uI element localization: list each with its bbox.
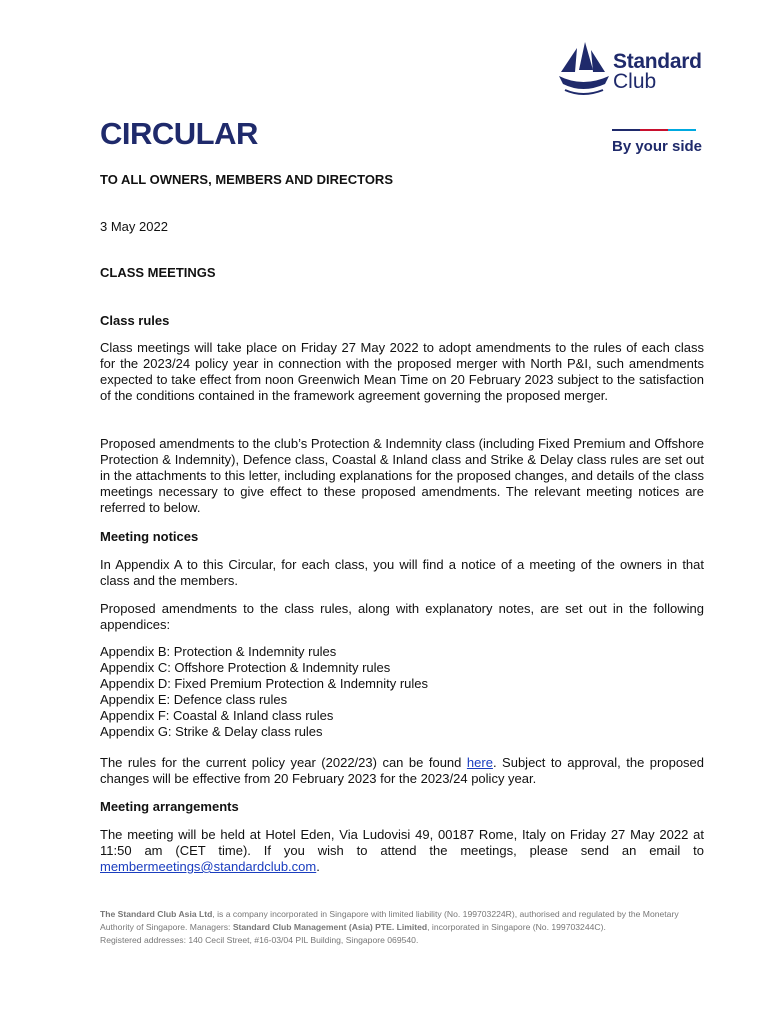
- meeting-venue-end: .: [316, 859, 320, 874]
- list-item: Appendix B: Protection & Indemnity rules: [100, 644, 337, 659]
- current-rules-text: The rules for the current policy year (2022/23) can be found: [100, 755, 467, 770]
- brand-wordmark: [613, 52, 702, 92]
- paragraph-appendix-a: In Appendix A to this Circular, for each class, you will find a notice of a meeting of the owners in that class and the members.: [100, 557, 704, 588]
- here-link[interactable]: here: [466, 755, 493, 770]
- subject-heading: CLASS MEETINGS: [100, 265, 216, 280]
- footer-legal: [100, 908, 704, 947]
- meeting-venue-text: The meeting will be held at Hotel Eden, Via Ludovisi 49, 00187 Rome, Italy on Friday 27 May 2022 at 11:50 am (CET time). If you wish to attend the meetings, please send an email to: [100, 827, 704, 858]
- list-item: Appendix F: Coastal & Inland class rules: [100, 708, 334, 723]
- section-heading-meeting-notices: Meeting notices: [100, 529, 199, 544]
- list-item: Appendix E: Defence class rules: [100, 692, 288, 707]
- audience-line: TO ALL OWNERS, MEMBERS AND DIRECTORS: [100, 172, 393, 187]
- current-rules-text-end: . Subject to approval, the proposed changes will be effective from 20 February 2023 for the 2023/24 policy year.: [100, 755, 705, 786]
- section-heading-class-rules: Class rules: [100, 313, 170, 328]
- appendix-list: [100, 644, 704, 740]
- footer-text2: , incorporated in Singapore (No. 199703244C).: [427, 922, 606, 932]
- list-item: Appendix C: Offshore Protection & Indemnity rules: [100, 660, 391, 675]
- footer-text1: , is a company incorporated in Singapore with limited liability (No. 199703224R), authorised and regulated by the Monetary Authority of Singapore. Managers:: [100, 909, 679, 932]
- footer-address: Registered addresses: 140 Cecil Street, #16-03/04 PIL Building, Singapore 069540.: [100, 935, 419, 945]
- footer-company2: Standard Club Management (Asia) PTE. Limited: [232, 922, 428, 932]
- paragraph-proposed-amendments: Proposed amendments to the club’s Protection & Indemnity class (including Fixed Premium and Offshore Protection & Indemnity), Defence class, Coastal & Inland class and Strike & Delay class rules are set out in the attachments to this letter, including explanations for the proposed changes, and details of the class meetings necessary to give effect to these proposed amendments. The relevant meeting notices are referred to below.: [100, 436, 704, 515]
- section-heading-meeting-arrangements: Meeting arrangements: [100, 799, 239, 814]
- brand-line2: Club: [613, 70, 657, 93]
- list-item: Appendix D: Fixed Premium Protection & Indemnity rules: [100, 676, 429, 691]
- paragraph-class-meetings: Class meetings will take place on Friday 27 May 2022 to adopt amendments to the rules of each class for the 2023/24 policy year in connection with the proposed merger with North P&I, such amendments expected to take effect from noon Greenwich Mean Time on 20 February 2023 subject to the satisfaction of the conditions contained in the framework agreement governing the proposed merger.: [100, 340, 704, 403]
- email-link[interactable]: membermeetings@standardclub.com: [100, 859, 317, 874]
- paragraph-current-rules: [100, 755, 704, 787]
- list-item: Appendix G: Strike & Delay class rules: [100, 724, 323, 739]
- paragraph-meeting-venue: [100, 827, 704, 875]
- sailboat-icon: [555, 40, 615, 100]
- date: 3 May 2022: [100, 219, 168, 234]
- tagline-divider: [612, 129, 696, 131]
- footer-company1: The Standard Club Asia Ltd: [100, 909, 213, 919]
- paragraph-appendices-intro: Proposed amendments to the class rules, along with explanatory notes, are set out in the following appendices:: [100, 601, 704, 632]
- standard-club-logo: [555, 40, 705, 100]
- brand-line1: Standard: [613, 50, 702, 73]
- page-title: CIRCULAR: [100, 116, 258, 151]
- tagline: By your side: [612, 138, 703, 155]
